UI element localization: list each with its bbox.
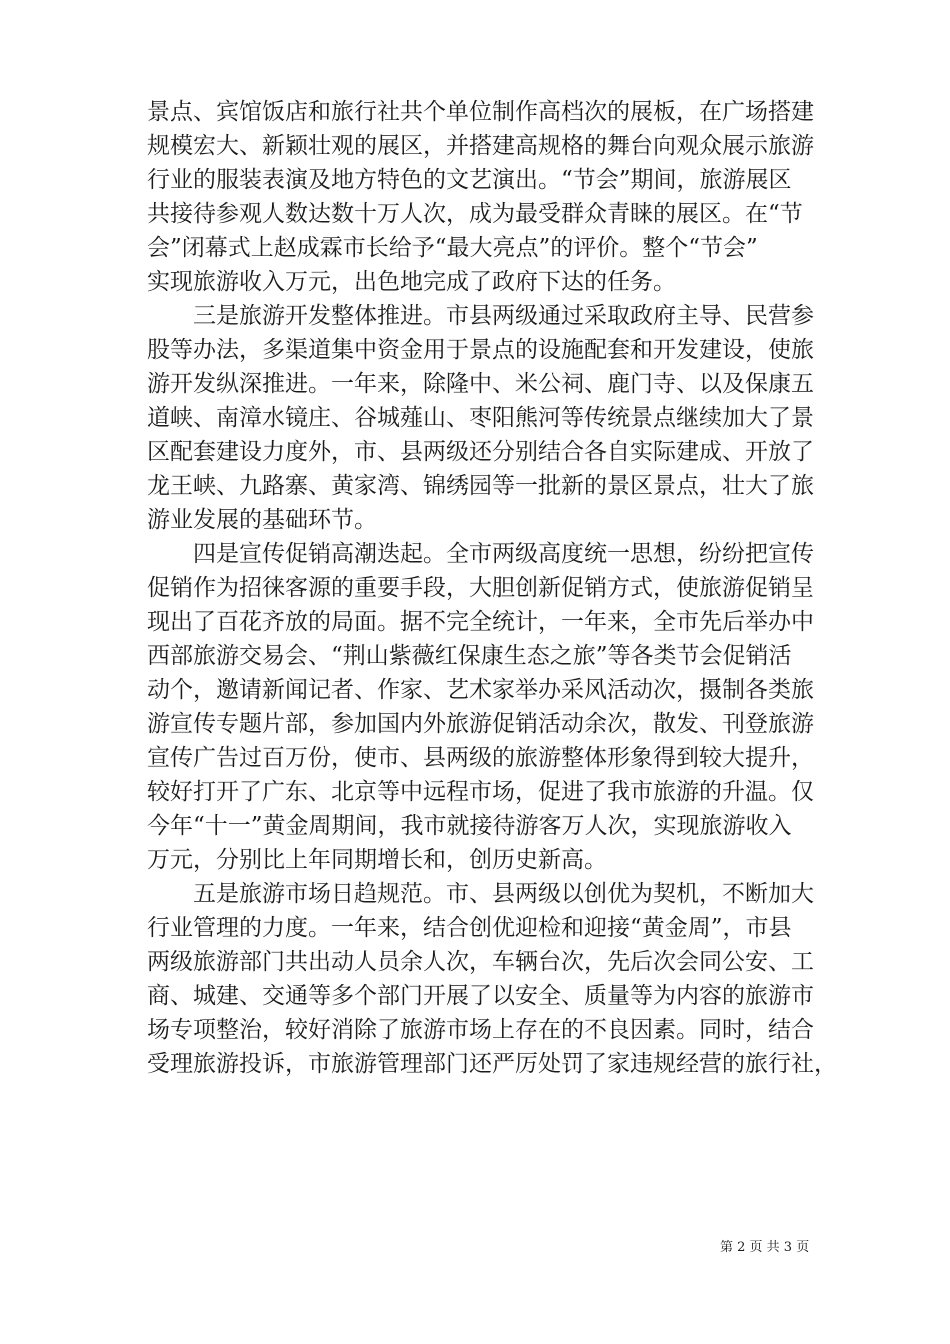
text-line: 股等办法，多渠道集中资金用于景点的设施配套和开发建设，使旅 — [147, 337, 814, 363]
text-line: 宣传广告过百万份，使市、县两级的旅游整体形象得到较大提升， — [147, 745, 814, 771]
text-line: 龙王峡、九路寨、黄家湾、锦绣园等一批新的景区景点，壮大了旅 — [147, 473, 814, 499]
text-line: 区配套建设力度外，市、县两级还分别结合各自实际建成、开放了 — [147, 439, 814, 465]
text-line: 商、城建、交通等多个部门开展了以安全、质量等为内容的旅游市 — [147, 983, 814, 1009]
text-line: 游开发纵深推进。一年来，除隆中、米公祠、鹿门寺、以及保康五 — [147, 371, 814, 397]
text-line: 较好打开了广东、北京等中远程市场，促进了我市旅游的升温。仅 — [147, 779, 814, 805]
text-line: 游宣传专题片部，参加国内外旅游促销活动余次，散发、刊登旅游 — [147, 711, 814, 737]
text-line: 行业管理的力度。一年来，结合创优迎检和迎接“黄金周”，市县 — [147, 915, 792, 941]
text-line: 促销作为招徕客源的重要手段，大胆创新促销方式，使旅游促销呈 — [147, 575, 814, 601]
text-line: 行业的服装表演及地方特色的文艺演出。“节会”期间，旅游展区 — [147, 167, 792, 193]
text-line: 场专项整治，较好消除了旅游市场上存在的不良因素。同时，结合 — [147, 1017, 814, 1043]
paragraph-promotion — [147, 537, 812, 877]
text-line: 游业发展的基础环节。 — [147, 507, 377, 533]
text-line: 动个，邀请新闻记者、作家、艺术家举办采风活动次，摄制各类旅 — [147, 677, 814, 703]
paragraph-development — [147, 299, 812, 537]
text-line: 两级旅游部门共出动人员余人次，车辆台次，先后次会同公安、工 — [147, 949, 814, 975]
text-line: 景点、宾馆饭店和旅行社共个单位制作高档次的展板，在广场搭建 — [147, 99, 814, 125]
text-line: 受理旅游投诉，市旅游管理部门还严厉处罚了家违规经营的旅行社， — [147, 1051, 837, 1077]
text-line: 万元，分别比上年同期增长和，创历史新高。 — [147, 847, 607, 873]
text-line: 规模宏大、新颖壮观的展区，并搭建高规格的舞台向观众展示旅游 — [147, 133, 814, 159]
text-line: 会”闭幕式上赵成霖市长给予“最大亮点”的评价。整个“节会” — [147, 235, 758, 261]
paragraph-market — [147, 877, 837, 1081]
text-line: 四是宣传促销高潮迭起。全市两级高度统一思想，纷纷把宣传 — [193, 541, 814, 567]
page-number-footer: 第 2 页 共 3 页 — [720, 1240, 810, 1255]
body-text — [147, 95, 837, 1081]
text-line: 西部旅游交易会、“荆山紫薇红保康生态之旅”等各类节会促销活 — [147, 643, 792, 669]
text-line: 实现旅游收入万元，出色地完成了政府下达的任务。 — [147, 269, 676, 295]
text-line: 道峡、南漳水镜庄、谷城薤山、枣阳熊河等传统景点继续加大了景 — [147, 405, 814, 431]
text-line: 共接待参观人数达数十万人次，成为最受群众青睐的展区。在“节 — [147, 201, 803, 227]
text-line: 今年“十一”黄金周期间，我市就接待游客万人次，实现旅游收入 — [147, 813, 792, 839]
paragraph-exhibition — [147, 95, 812, 299]
text-line: 三是旅游开发整体推进。市县两级通过采取政府主导、民营参 — [193, 303, 814, 329]
text-line: 五是旅游市场日趋规范。市、县两级以创优为契机，不断加大 — [193, 881, 814, 907]
text-line: 现出了百花齐放的局面。据不完全统计，一年来，全市先后举办中 — [147, 609, 814, 635]
